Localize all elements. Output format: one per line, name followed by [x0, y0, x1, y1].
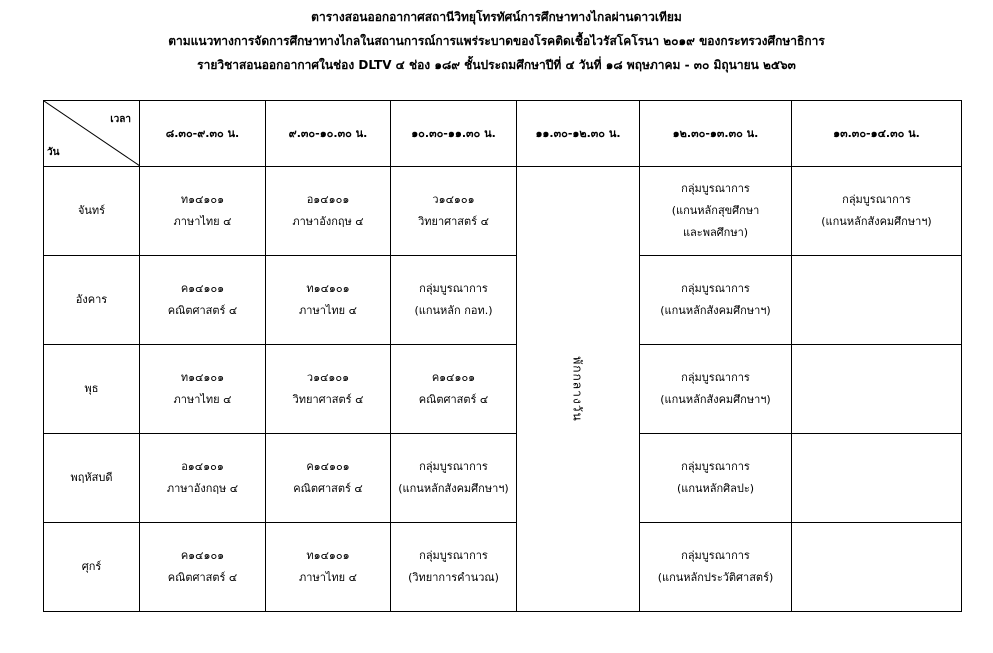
- subject-name: คณิตศาสตร์ ๔: [293, 482, 363, 495]
- header-line-3: รายวิชาสอนออกอากาศในช่อง DLTV ๔ ช่อง ๑๘๙ ชั้นประถมศึกษาปีที่ ๔ วันที่ ๑๘ พฤษภาคม - ๓๐ มิถุนายน ๒๕๖๓: [197, 58, 796, 72]
- class-cell: [640, 256, 792, 345]
- subject-core: (แกนหลักสังคมศึกษาฯ): [660, 393, 771, 406]
- time-header-5: ๑๒.๓๐-๑๓.๓๐ น.: [640, 101, 792, 167]
- time-header-3: ๑๐.๓๐-๑๑.๓๐ น.: [391, 101, 517, 167]
- class-cell: [640, 167, 792, 256]
- subject-group: กลุ่มบูรณาการ: [681, 460, 750, 473]
- day-row-wednesday: [44, 345, 962, 434]
- header-line-2: ตามแนวทางการจัดการศึกษาทางไกลในสถานการณ์การแพร่ระบาดของโรคติดเชื้อไวรัสโคโรนา ๒๐๑๙ ของกระทรวงศึกษาธิการ: [168, 34, 825, 48]
- subject-code: ค๑๔๑๐๑: [431, 371, 476, 384]
- class-cell: [391, 523, 517, 612]
- subject-code: ท๑๔๑๐๑: [180, 371, 225, 384]
- time-header-2: ๙.๓๐-๑๐.๓๐ น.: [266, 101, 391, 167]
- subject-core: (วิทยาการคำนวณ): [408, 571, 499, 584]
- subject-group: กลุ่มบูรณาการ: [419, 549, 488, 562]
- class-cell: [266, 167, 391, 256]
- subject-name: ภาษาไทย ๔: [173, 215, 232, 228]
- day-row-friday: [44, 523, 962, 612]
- class-cell: [640, 523, 792, 612]
- day-row-tuesday: [44, 256, 962, 345]
- subject-name: ภาษาไทย ๔: [173, 393, 232, 406]
- subject-name: วิทยาศาสตร์ ๔: [418, 215, 489, 228]
- subject-group: กลุ่มบูรณาการ: [681, 182, 750, 195]
- subject-name: คณิตศาสตร์ ๔: [167, 571, 238, 584]
- subject-code: ท๑๔๑๐๑: [306, 549, 350, 562]
- subject-group: กลุ่มบูรณาการ: [419, 460, 488, 473]
- subject-core: (แกนหลักสุขศึกษา: [671, 204, 760, 217]
- subject-name: ภาษาไทย ๔: [299, 571, 357, 584]
- class-cell: [640, 434, 792, 523]
- corner-cell: [44, 101, 140, 167]
- subject-name: ภาษาอังกฤษ ๔: [292, 215, 364, 228]
- subject-core: (แกนหลักสังคมศึกษาฯ): [660, 304, 771, 317]
- day-name: พุธ: [44, 345, 140, 434]
- class-cell: [391, 167, 517, 256]
- subject-core: (แกนหลักสังคมศึกษาฯ): [821, 215, 932, 228]
- time-header-4: ๑๑.๓๐-๑๒.๓๐ น.: [517, 101, 640, 167]
- subject-name: ภาษาอังกฤษ ๔: [166, 482, 239, 495]
- day-name: พฤหัสบดี: [44, 434, 140, 523]
- lunch-break-label: พักกลางวัน: [571, 355, 585, 422]
- subject-name: วิทยาศาสตร์ ๔: [292, 393, 364, 406]
- class-cell: [391, 345, 517, 434]
- subject-code: ว๑๔๑๐๑: [432, 193, 475, 206]
- class-cell: [640, 345, 792, 434]
- subject-core-cont: และพลศึกษา): [682, 226, 749, 239]
- class-cell: [266, 434, 391, 523]
- corner-day-label: วัน: [47, 147, 60, 158]
- subject-name: คณิตศาสตร์ ๔: [167, 304, 238, 317]
- time-header-1: ๘.๓๐-๙.๓๐ น.: [140, 101, 266, 167]
- empty-cell: [792, 434, 962, 523]
- subject-group: กลุ่มบูรณาการ: [681, 549, 750, 562]
- subject-code: ท๑๔๑๐๑: [180, 193, 225, 206]
- subject-code: ค๑๔๑๐๑: [180, 549, 225, 562]
- day-row-monday: [44, 167, 962, 256]
- subject-group: กลุ่มบูรณาการ: [419, 282, 488, 295]
- subject-group: กลุ่มบูรณาการ: [842, 193, 911, 206]
- class-cell: [391, 256, 517, 345]
- subject-name: คณิตศาสตร์ ๔: [418, 393, 489, 406]
- subject-name: ภาษาไทย ๔: [299, 304, 357, 317]
- time-header-row: [44, 101, 962, 167]
- day-name: ศุกร์: [44, 523, 140, 612]
- day-row-thursday: [44, 434, 962, 523]
- lunch-break-cell: [517, 167, 640, 612]
- class-cell: [140, 167, 266, 256]
- subject-group: กลุ่มบูรณาการ: [681, 282, 750, 295]
- class-cell: [140, 345, 266, 434]
- day-name: อังคาร: [44, 256, 140, 345]
- subject-code: ท๑๔๑๐๑: [306, 282, 350, 295]
- subject-core: (แกนหลัก กอท.): [414, 304, 493, 317]
- corner-time-label: เวลา: [110, 114, 131, 125]
- empty-cell: [792, 345, 962, 434]
- schedule-table: [43, 100, 962, 612]
- subject-code: ค๑๔๑๐๑: [306, 460, 350, 473]
- subject-code: ค๑๔๑๐๑: [180, 282, 225, 295]
- class-cell: [140, 523, 266, 612]
- class-cell: [792, 167, 962, 256]
- class-cell: [266, 523, 391, 612]
- subject-code: อ๑๔๑๐๑: [181, 460, 224, 473]
- subject-code: ว๑๔๑๐๑: [306, 371, 350, 384]
- class-cell: [266, 256, 391, 345]
- class-cell: [391, 434, 517, 523]
- empty-cell: [792, 256, 962, 345]
- class-cell: [266, 345, 391, 434]
- class-cell: [140, 256, 266, 345]
- subject-core: (แกนหลักสังคมศึกษาฯ): [398, 482, 509, 495]
- subject-core: (แกนหลักประวัติศาสตร์): [657, 571, 774, 584]
- subject-code: อ๑๔๑๐๑: [306, 193, 350, 206]
- header-line-1: ตารางสอนออกอากาศสถานีวิทยุโทรทัศน์การศึกษาทางไกลผ่านดาวเทียม: [311, 10, 682, 24]
- subject-core: (แกนหลักศิลปะ): [676, 482, 755, 495]
- day-name: จันทร์: [44, 167, 140, 256]
- empty-cell: [792, 523, 962, 612]
- class-cell: [140, 434, 266, 523]
- subject-group: กลุ่มบูรณาการ: [681, 371, 750, 384]
- time-header-6: ๑๓.๓๐-๑๔.๓๐ น.: [792, 101, 962, 167]
